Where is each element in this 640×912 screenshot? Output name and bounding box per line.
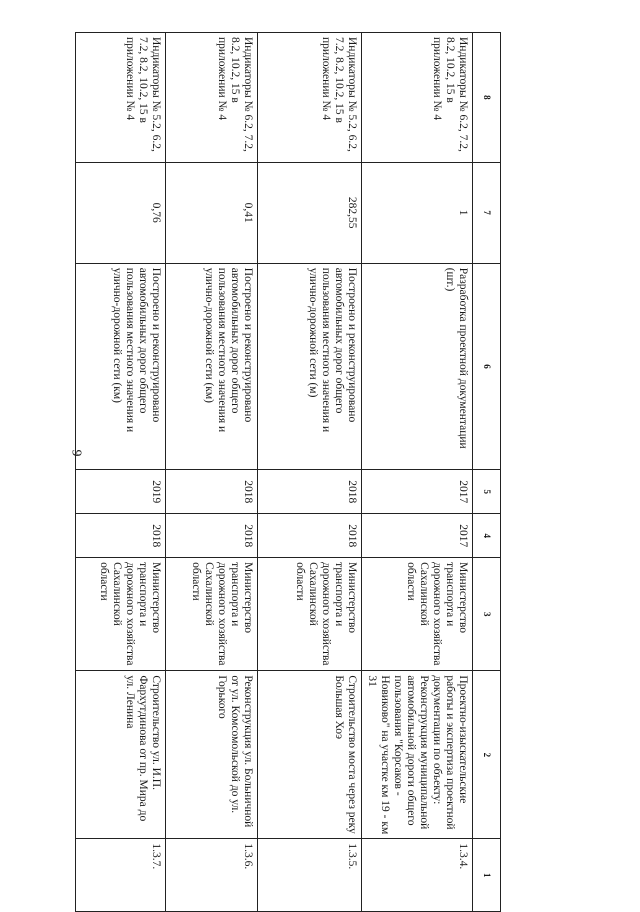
table-cell-executor: Министерство транспорта и дорожного хозяйства Сахалинской области [76,558,166,671]
measures-table [75,32,501,912]
page-number: 9 [68,449,84,457]
table-cell-end: 2018 [258,470,362,514]
table-cell-indicators: Индикаторы № 6.2, 7.2, 8.2, 10.2, 15 в приложении № 4 [166,33,258,163]
rotated-table-container [97,32,501,912]
col-header-7: 7 [473,162,501,263]
col-header-3: 3 [473,558,501,671]
col-header-8: 8 [473,33,501,163]
table-cell-indicators: Индикаторы № 5.2, 6.2, 7.2, 8.2, 10.2, 15 в приложении № 4 [258,33,362,163]
table-cell-id: 1.3.7. [76,839,166,912]
table-row [258,33,362,912]
table-row [76,33,166,912]
table-cell-indicators: Индикаторы № 5.2, 6.2, 7.2, 8.2, 10.2, 15 в приложении № 4 [76,33,166,163]
table-cell-end: 2017 [362,470,473,514]
table-cell-end: 2018 [166,470,258,514]
table-cell-id: 1.3.4. [362,839,473,912]
table-cell-id: 1.3.6. [166,839,258,912]
table-cell-executor: Министерство транспорта и дорожного хозяйства Сахалинской области [166,558,258,671]
table-row [362,33,473,912]
table-cell-start: 2017 [362,514,473,558]
table-cell-name: Строительство ул. И.П. Фархутдинова от пр. Мира до ул. Ленина [76,671,166,839]
table-cell-name: Строительство моста через реку Большая Хоэ [258,671,362,839]
table-cell-value: 1 [362,162,473,263]
col-header-6: 6 [473,263,501,470]
table-cell-start: 2018 [76,514,166,558]
table-cell-start: 2018 [166,514,258,558]
table-cell-value: 0,76 [76,162,166,263]
table-cell-result: Разработка проектной документации (шт.) [362,263,473,470]
col-header-4: 4 [473,514,501,558]
table-cell-name: Реконструкция ул. Больничной от ул. Комсомольской до ул. Горького [166,671,258,839]
table-cell-value: 0,41 [166,162,258,263]
col-header-5: 5 [473,470,501,514]
table-cell-end: 2019 [76,470,166,514]
table-cell-id: 1.3.5. [258,839,362,912]
table-cell-executor: Министерство транспорта и дорожного хозяйства Сахалинской области [362,558,473,671]
header-row [473,33,501,912]
table-cell-executor: Министерство транспорта и дорожного хозяйства Сахалинской области [258,558,362,671]
table-row [166,33,258,912]
table-cell-start: 2018 [258,514,362,558]
table-cell-name: Проектно-изыскательские работы и экспертиза проектной документации по объекту: Реконструкция муниципальной автомобильной дороги общего пользования "Корсаков - Новиково" на участке км 19 - км 31 [362,671,473,839]
table-cell-result: Построено и реконструировано автомобильных дорог общего пользования местного значения и улично-дорожной сети (м) [258,263,362,470]
col-header-2: 2 [473,671,501,839]
col-header-1: 1 [473,839,501,912]
table-cell-result: Построено и реконструировано автомобильных дорог общего пользования местного значения и улично-дорожной сети (км) [76,263,166,470]
table-cell-value: 282,55 [258,162,362,263]
table-cell-result: Построено и реконструировано автомобильных дорог общего пользования местного значения и улично-дорожной сети (км) [166,263,258,470]
table-cell-indicators: Индикаторы № 6.2, 7.2, 8.2, 10.2, 15 в приложении № 4 [362,33,473,163]
